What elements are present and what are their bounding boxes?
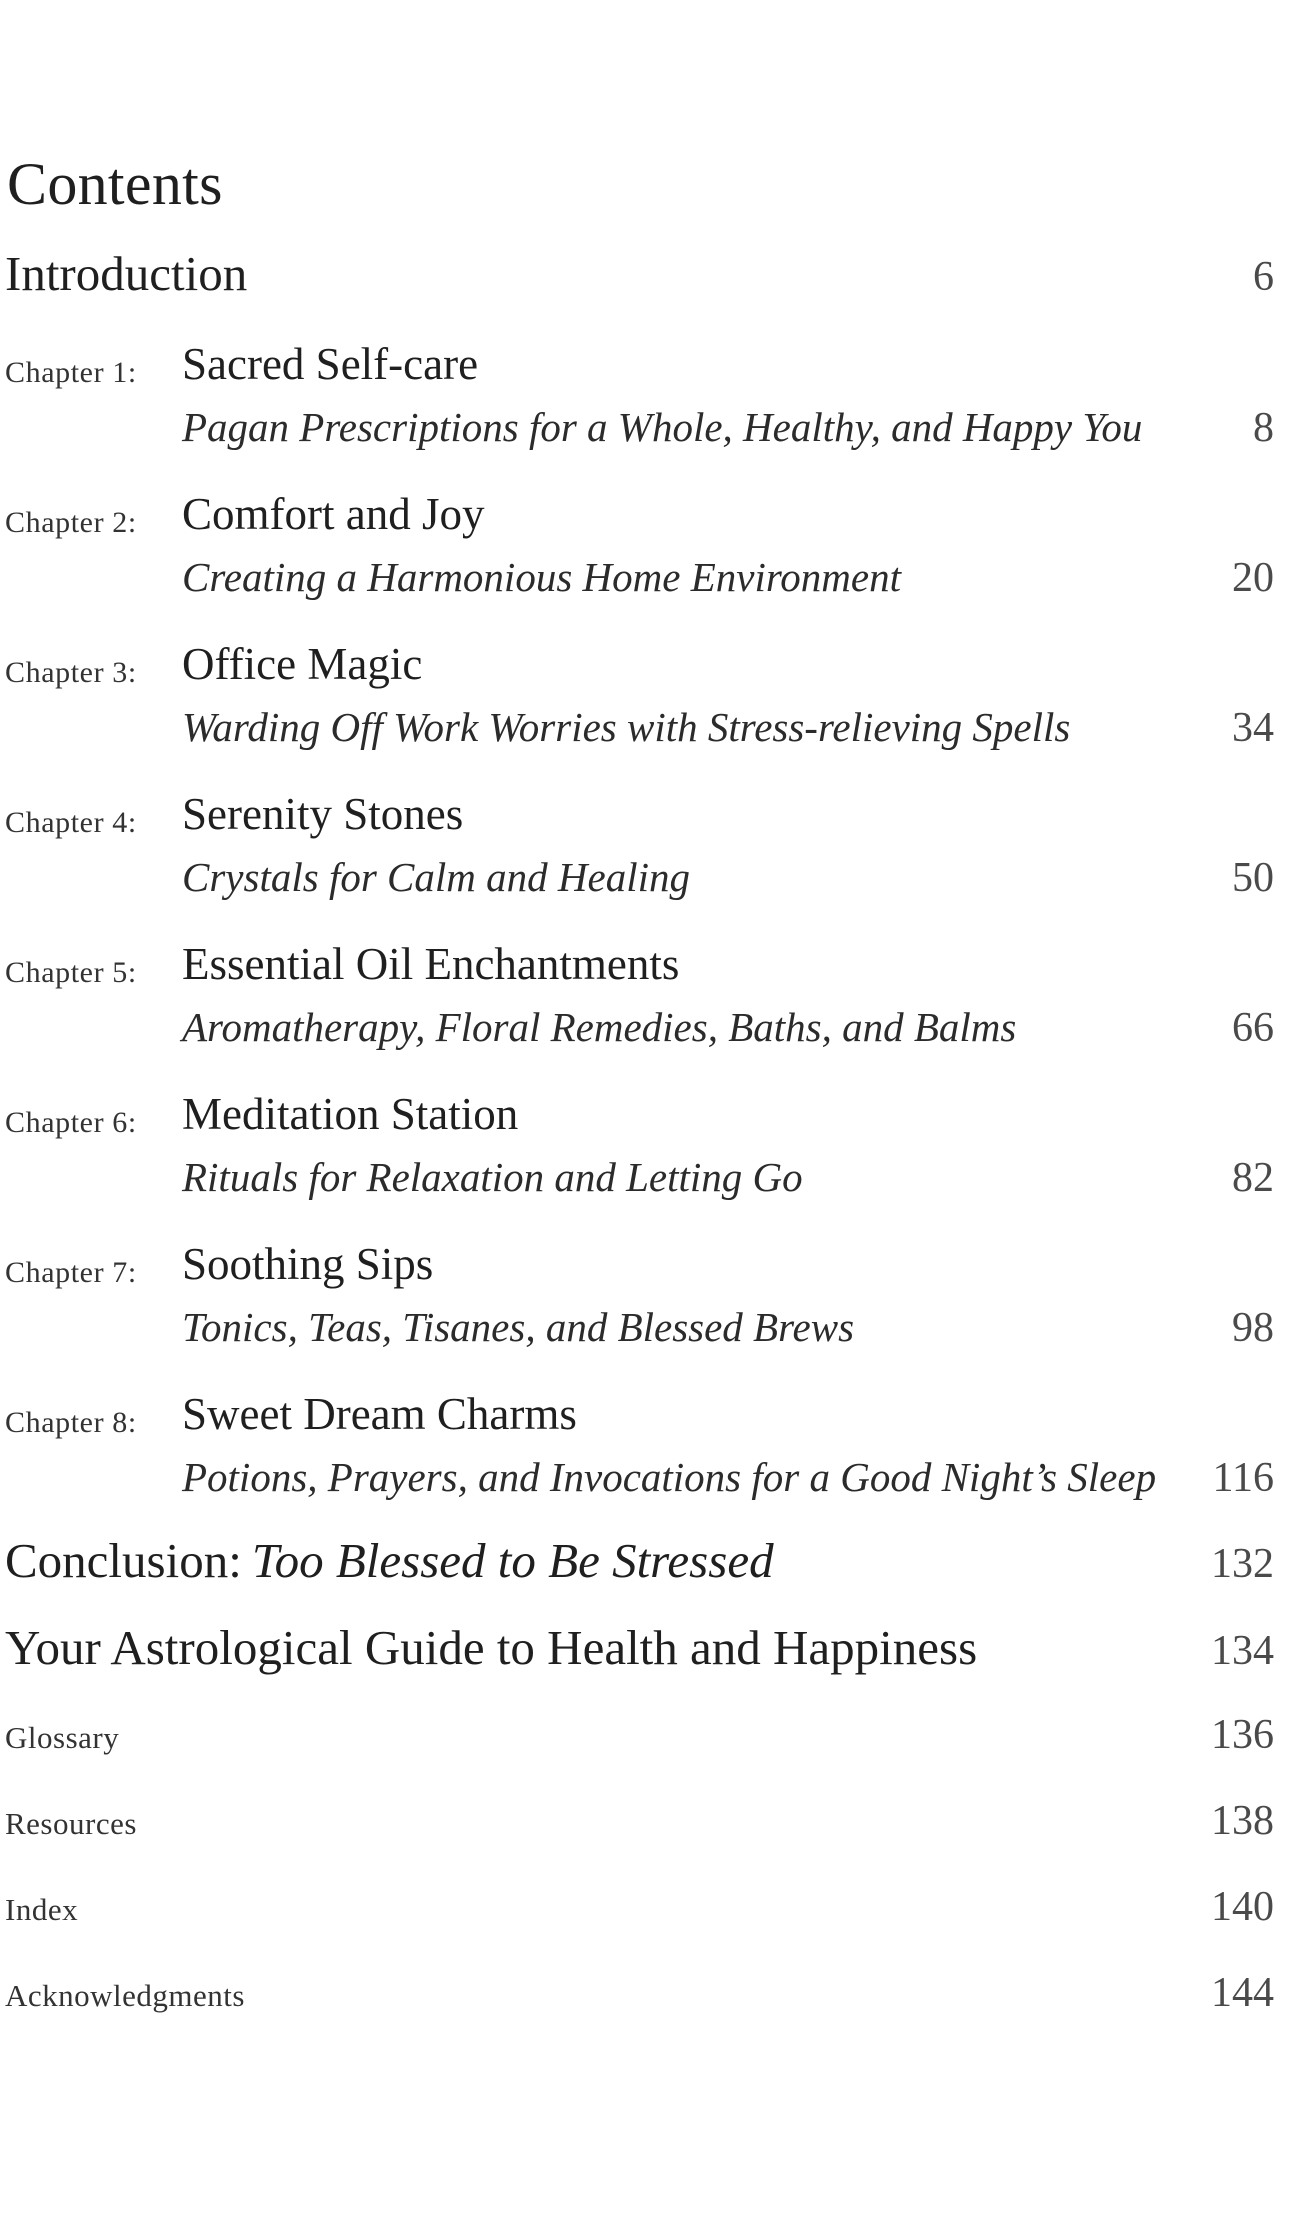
chapter-page-number: 66 (1232, 1005, 1274, 1051)
glossary-title: Glossary (5, 1720, 120, 1755)
toc-entry-chapter-4[interactable] (0, 786, 1290, 916)
chapter-label: Chapter 7: (5, 1256, 137, 1289)
chapter-title: Essential Oil Enchantments (182, 939, 680, 989)
resources-page-number: 138 (1211, 1798, 1274, 1844)
chapter-label: Chapter 8: (5, 1406, 137, 1439)
chapter-subtitle: Rituals for Relaxation and Letting Go (182, 1154, 803, 1200)
toc-entry-index[interactable] (5, 1883, 1274, 1937)
conclusion-subtitle: Too Blessed to Be Stressed (251, 1533, 774, 1588)
chapter-label: Chapter 2: (5, 506, 137, 539)
chapter-page-number: 34 (1232, 705, 1274, 751)
toc-entry-chapter-5[interactable] (0, 936, 1290, 1066)
chapter-subtitle: Crystals for Calm and Healing (182, 854, 690, 900)
chapter-page-number: 82 (1232, 1155, 1274, 1201)
toc-entry-chapter-6[interactable] (0, 1086, 1290, 1216)
chapter-page-number: 50 (1232, 855, 1274, 901)
chapter-subtitle: Potions, Prayers, and Invocations for a Good Night’s Sleep (182, 1454, 1157, 1500)
chapter-label: Chapter 3: (5, 656, 137, 689)
toc-entry-chapter-3[interactable] (0, 636, 1290, 766)
chapter-page-number: 20 (1232, 555, 1274, 601)
toc-entry-chapter-1[interactable] (0, 336, 1290, 466)
glossary-page-number: 136 (1211, 1712, 1274, 1758)
introduction-page-number: 6 (1253, 254, 1274, 300)
toc-entry-conclusion[interactable] (5, 1531, 1274, 1591)
chapter-label: Chapter 5: (5, 956, 137, 989)
index-title: Index (5, 1892, 79, 1927)
conclusion-title (5, 1531, 774, 1591)
chapter-title: Meditation Station (182, 1089, 519, 1139)
toc-entry-chapter-2[interactable] (0, 486, 1290, 616)
chapter-subtitle: Warding Off Work Worries with Stress-relieving Spells (182, 704, 1071, 750)
acknowledgments-page-number: 144 (1211, 1970, 1274, 2016)
conclusion-label: Conclusion: (5, 1533, 242, 1588)
astrological-guide-page-number: 134 (1211, 1628, 1274, 1674)
chapter-page-number: 98 (1232, 1305, 1274, 1351)
chapter-title: Soothing Sips (182, 1239, 434, 1289)
chapter-subtitle: Creating a Harmonious Home Environment (182, 554, 901, 600)
chapter-title: Sweet Dream Charms (182, 1389, 577, 1439)
chapter-subtitle: Tonics, Teas, Tisanes, and Blessed Brews (182, 1304, 855, 1350)
resources-title: Resources (5, 1806, 137, 1841)
chapter-subtitle: Aromatherapy, Floral Remedies, Baths, and Balms (182, 1004, 1017, 1050)
toc-entry-chapter-8[interactable] (0, 1386, 1290, 1516)
introduction-title: Introduction (5, 246, 248, 301)
chapter-page-number: 116 (1212, 1455, 1274, 1501)
chapter-label: Chapter 4: (5, 806, 137, 839)
conclusion-page-number: 132 (1211, 1541, 1274, 1587)
index-page-number: 140 (1211, 1884, 1274, 1930)
toc-entry-acknowledgments[interactable] (5, 1969, 1274, 2023)
chapter-title: Sacred Self-care (182, 339, 479, 389)
chapter-label: Chapter 6: (5, 1106, 137, 1139)
astrological-guide-title: Your Astrological Guide to Health and Happiness (5, 1620, 978, 1675)
toc-entry-resources[interactable] (5, 1797, 1274, 1851)
chapter-title: Serenity Stones (182, 789, 464, 839)
chapter-label: Chapter 1: (5, 356, 137, 389)
chapter-title: Office Magic (182, 639, 423, 689)
toc-entry-introduction[interactable] (5, 244, 1274, 304)
toc-entry-astrological-guide[interactable] (5, 1618, 1274, 1678)
acknowledgments-title: Acknowledgments (5, 1978, 245, 2013)
chapter-page-number: 8 (1253, 405, 1274, 451)
contents-heading: Contents (7, 151, 223, 217)
chapter-subtitle: Pagan Prescriptions for a Whole, Healthy, and Happy You (182, 404, 1143, 450)
chapter-title: Comfort and Joy (182, 489, 485, 539)
toc-entry-glossary[interactable] (5, 1711, 1274, 1765)
toc-entry-chapter-7[interactable] (0, 1236, 1290, 1366)
